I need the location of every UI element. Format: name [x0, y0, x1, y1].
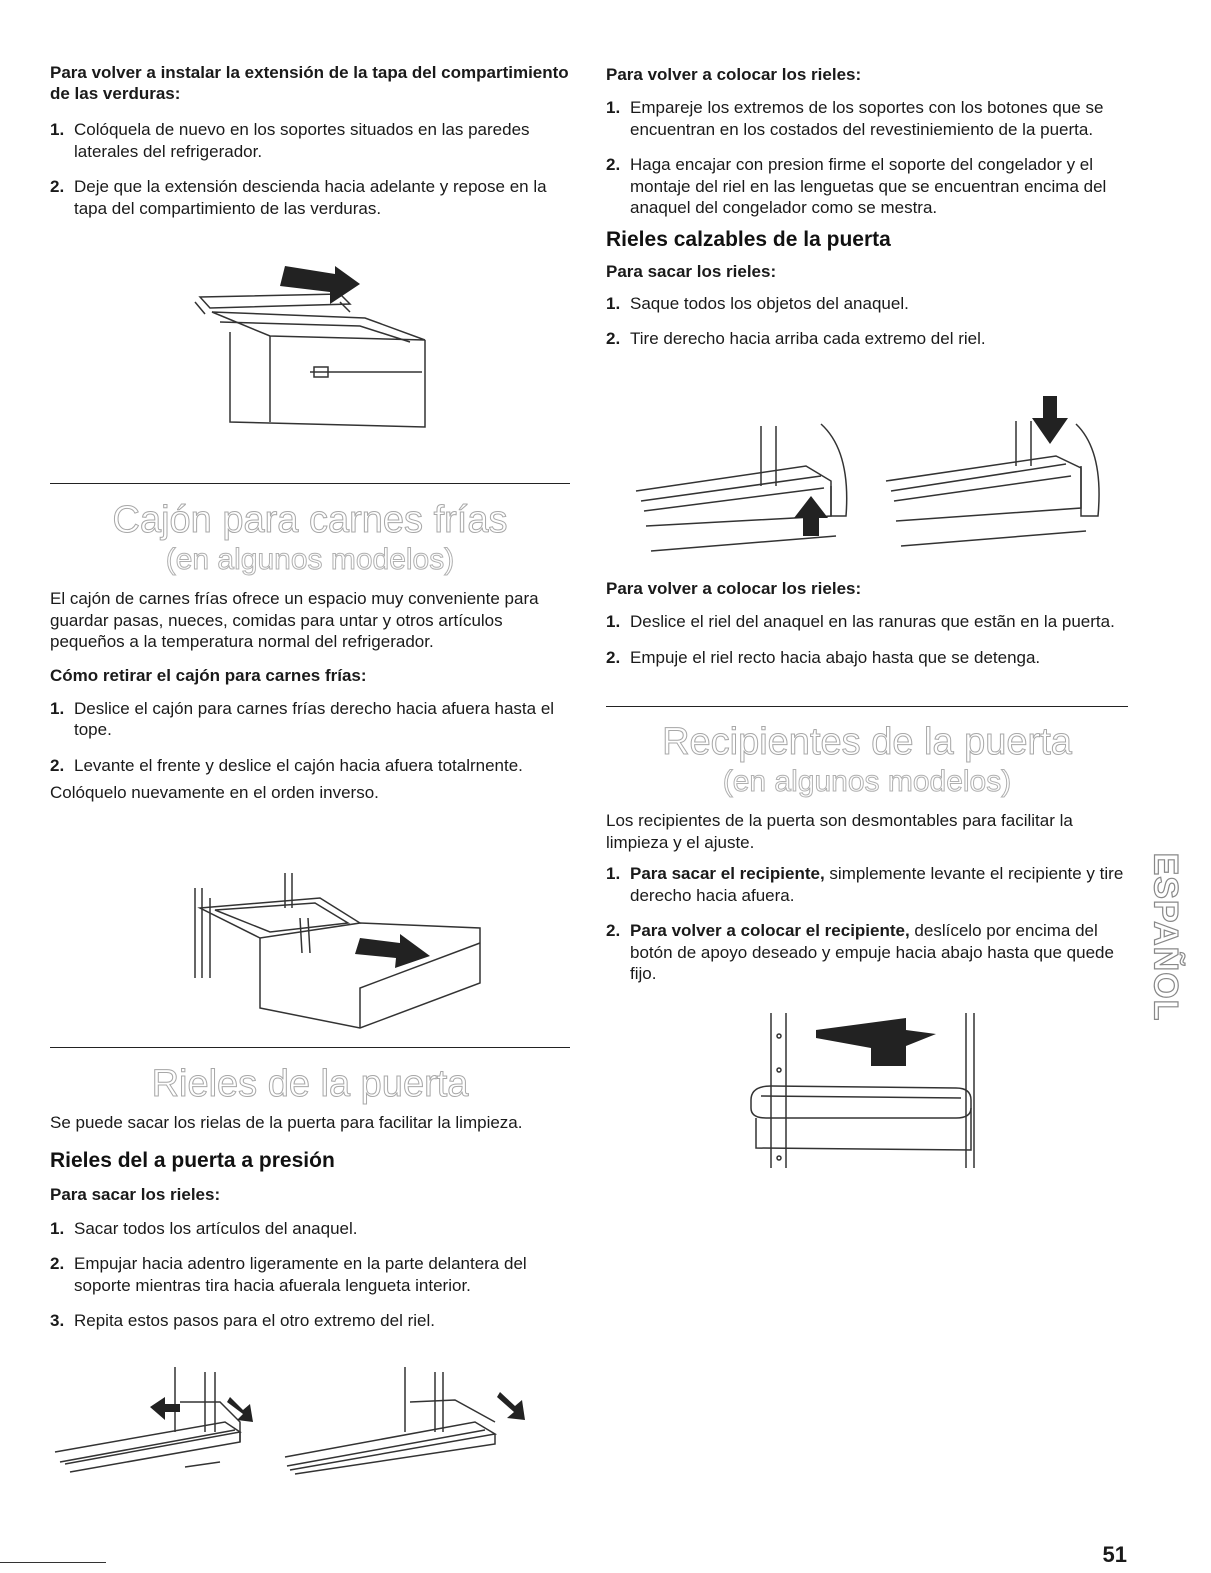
replace-rails-section: [606, 64, 1128, 364]
wedged-steps: [606, 293, 1128, 350]
divider: [606, 706, 1128, 707]
wedged-replace-section: [606, 578, 1128, 682]
meat-drawer-subtitle: (en algunos modelos): [165, 543, 455, 576]
meat-remove-heading: Cómo retirar el cajón para carnes frías:: [50, 665, 367, 685]
door-bins-title: Recipientes de la puerta: [662, 721, 1072, 763]
wedged-remove-heading: Para sacar los rieles:: [606, 261, 777, 281]
wedged-rails-heading: Rieles calzables de la puerta: [606, 227, 891, 251]
divider: [50, 483, 570, 484]
door-rails-intro: Se puede sacar los rielas de la puerta para facilitar la limpieza.: [50, 1113, 523, 1132]
wedged-replace-steps: [606, 611, 1128, 668]
language-tab: [1146, 812, 1184, 1062]
door-bins-intro: Los recipientes de la puerta son desmontables para facilitar la limpieza y el ajuste.: [606, 811, 1073, 852]
press-steps: [50, 1218, 570, 1332]
meat-reverse-note: Colóquelo nuevamente en el orden inverso.: [50, 783, 379, 802]
list-item: 2. Tire derecho hacia arriba cada extremo del riel.: [606, 329, 986, 348]
list-item: 2. Levante el frente y deslice el cajón hacia afuera totalrnente.: [50, 755, 523, 775]
meat-drawer-intro: El cajón de carnes frías ofrece un espacio muy conveniente para guardar pasas, nueces, comidas para untar y otros artículos pequeños a la temperatura normal del refrigerador.: [50, 589, 539, 651]
list-item: 1. Deslice el riel del anaquel en las ranuras que estãn en la puerta.: [606, 612, 1115, 631]
door-bins-steps: [606, 863, 1128, 985]
wedged-rail-illustration: [636, 396, 1136, 561]
door-rails-title: Rieles de la puerta: [151, 1063, 469, 1105]
meat-drawer-illustration: [190, 868, 490, 1038]
meat-drawer-section: [50, 498, 570, 804]
list-item: 1. Saque todos los objetos del anaquel.: [606, 293, 909, 313]
reinstall-steps: [50, 119, 570, 219]
page-number: 51: [1102, 1542, 1127, 1567]
door-bins-section: [606, 720, 1128, 999]
press-rail-illustration: [55, 1362, 555, 1482]
meat-drawer-title: Cajón para carnes frías: [112, 499, 508, 541]
list-item: 3. Repita estos pasos para el otro extremo del riel.: [50, 1311, 435, 1330]
list-item: 1. Colóquela de nuevo en los soportes situados en las paredes laterales del refrigerador.: [50, 120, 530, 161]
wedged-replace-heading: Para volver a colocar los rieles:: [606, 579, 862, 598]
press-rails-heading: Rieles del a puerta a presión: [50, 1148, 335, 1172]
press-remove-heading: Para sacar los rieles:: [50, 1184, 221, 1204]
door-bins-subtitle: (en algunos modelos): [722, 765, 1012, 798]
door-bin-illustration: [746, 1008, 986, 1173]
reinstall-heading: Para volver a instalar la extensión de la tapa del compartimiento de las verduras:: [50, 63, 569, 103]
crisper-extension-illustration: [190, 262, 440, 432]
list-item: 2. Deje que la extensión descienda hacia adelante y repose en la tapa del compartimiento de las verduras.: [50, 177, 547, 218]
list-item: 2. Empuje el riel recto hacia abajo hasta que se detenga.: [606, 647, 1041, 667]
list-item: 2. Empujar hacia adentro ligeramente en la parte delantera del soporte mientras tira hacia afuerala lengueta interior.: [50, 1254, 527, 1295]
list-item: 1. Sacar todos los artículos del anaquel.: [50, 1218, 358, 1238]
list-item: 1. Empareje los extremos de los soportes con los botones que se encuentran en los costados del revestiniemiento de la puerta.: [606, 98, 1104, 139]
reinstall-section: [50, 62, 570, 233]
replace-rails-heading: Para volver a colocar los rieles:: [606, 65, 862, 84]
language-tab-label: ESPAÑOL: [1146, 852, 1185, 1022]
footer-rule: [0, 1562, 106, 1563]
list-item: 2. Haga encajar con presion firme el soporte del congelador y el montaje del riel en las lenguetas que se encuentran encima del anaquel del congelador como se mestra.: [606, 155, 1107, 217]
list-item: 2. Para volver a colocar el recipiente, deslícelo por encima del botón de apoyo deseado y empuje hacia abajo hasta que quede fijo.: [606, 921, 1114, 983]
door-rails-section: [50, 1062, 570, 1346]
divider: [50, 1047, 570, 1048]
replace-rails-steps: [606, 97, 1128, 219]
meat-steps: [50, 698, 570, 777]
list-item: 1. Para sacar el recipiente, simplemente levante el recipiente y tire derecho hacia afuera.: [606, 864, 1124, 905]
list-item: 1. Deslice el cajón para carnes frías derecho hacia afuera hasta el tope.: [50, 698, 555, 739]
